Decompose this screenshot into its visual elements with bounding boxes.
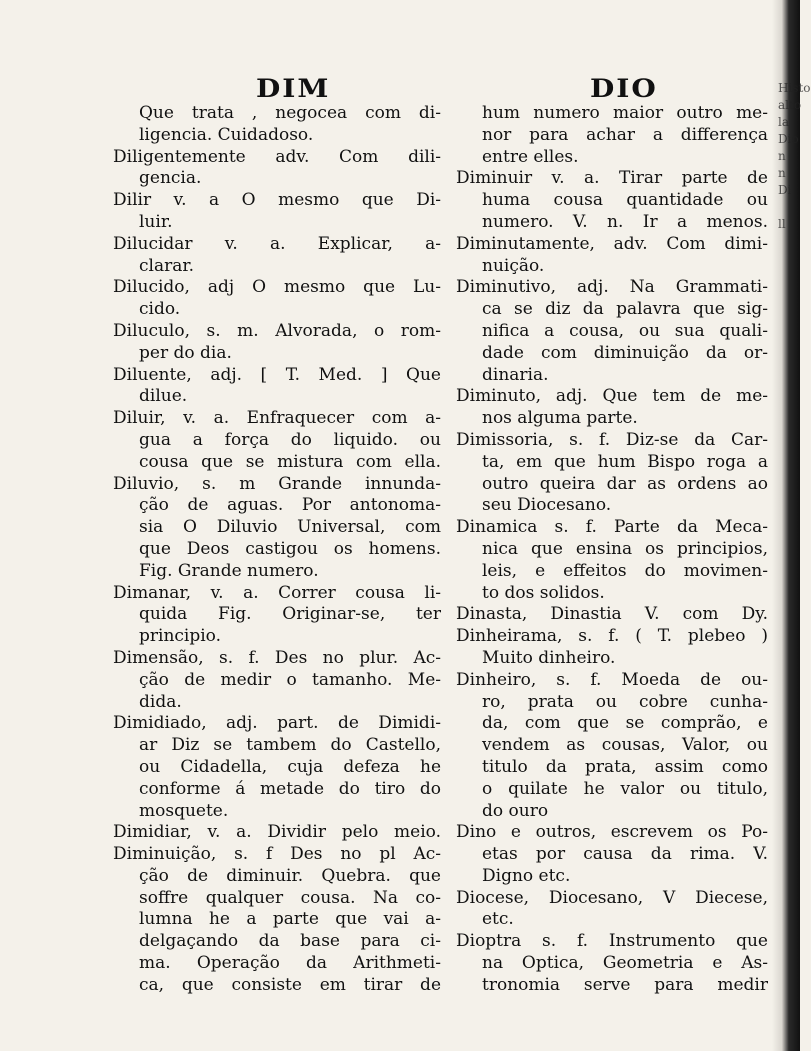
entry-line: dida. <box>139 691 182 712</box>
entry-line: ta, em que hum Bispo roga a <box>482 451 768 472</box>
entry-line: ca se diz da palavra que sig- <box>482 299 768 320</box>
edge-fragment: Dio <box>778 132 799 146</box>
entry-line: Diminuição, s. f Des no pl Ac- <box>113 844 441 865</box>
entry-line: Dimidiar, v. a. Dividir pelo meio. <box>113 822 441 843</box>
entry-line: ro, prata ou cobre cunha- <box>482 691 768 712</box>
entry-line: Diminutivo, adj. Na Grammati- <box>456 277 768 298</box>
entry-line: principio. <box>139 626 222 647</box>
entry-line: Diminuir v. a. Tirar parte de <box>456 168 768 189</box>
entry-line: Dilucido, adj O mesmo que Lu- <box>113 277 441 298</box>
entry-line: Que trata , negocea com di- <box>139 103 441 123</box>
entry-line: ligencia. Cuidadoso. <box>139 124 314 145</box>
right-column <box>456 103 768 997</box>
running-head-right: DIO <box>590 73 658 104</box>
entry-line: Dino e outros, escrevem os Po- <box>456 822 768 843</box>
entry-line: nifica a cousa, ou sua quali- <box>482 320 768 341</box>
entry-line: nica que ensina os principios, <box>482 538 768 559</box>
entry-line: etas por causa da rima. V. <box>482 844 768 865</box>
entry-line: Diocese, Diocesano, V Diecese, <box>456 887 768 908</box>
entry-line: mosquete. <box>139 800 229 821</box>
entry-line: ma. Operação da Arithmeti- <box>139 953 441 974</box>
entry-line: titulo da prata, assim como <box>482 756 768 777</box>
edge-fragment: Di <box>778 183 792 197</box>
edge-fragment: la <box>778 115 789 129</box>
left-column <box>113 103 441 997</box>
entry-line: luir. <box>139 211 173 232</box>
entry-line: Diligentemente adv. Com dili- <box>113 146 441 167</box>
entry-line: to dos solidos. <box>482 582 605 603</box>
entry-line: gencia. <box>139 168 202 189</box>
entry-line: seu Diocesano. <box>482 495 612 516</box>
entry-line: do ouro <box>482 800 549 821</box>
entry-line: dilue. <box>139 386 188 407</box>
entry-line: Dinamica s. f. Parte da Meca- <box>456 517 768 538</box>
entry-line: conforme á metade do tiro do <box>139 778 441 799</box>
entry-line: lumna he a parte que vai a- <box>139 909 441 930</box>
entry-line: na Optica, Geometria e As- <box>482 953 768 974</box>
entry-line: delgaçando da base para ci- <box>139 931 441 952</box>
running-head-left: DIM <box>256 73 331 104</box>
entry-line: Dioptra s. f. Instrumento que <box>456 931 768 952</box>
entry-line: cousa que se mistura com ella. <box>139 451 441 472</box>
entry-line: leis, e effeitos do movimen- <box>482 560 768 581</box>
edge-fragment: n <box>778 166 786 180</box>
entry-line: Dimissoria, s. f. Diz-se da Car- <box>456 429 768 450</box>
entry-line: Diminutamente, adv. Com dimi- <box>456 233 768 254</box>
entry-line: hum numero maior outro me- <box>482 103 768 123</box>
entry-line: dade com diminuição da or- <box>482 342 768 363</box>
entry-line: Digno etc. <box>482 865 571 886</box>
entry-line: da, com que se comprão, e <box>482 713 768 734</box>
entry-line: entre elles. <box>482 146 579 167</box>
edge-fragment: ll <box>778 217 786 231</box>
entry-line: Dinheiro, s. f. Moeda de ou- <box>456 669 768 690</box>
entry-line: per do dia. <box>139 342 232 363</box>
edge-fragment: Histo <box>778 81 811 95</box>
entry-line: clarar. <box>139 255 195 276</box>
entry-line: que Deos castigou os homens. <box>139 538 441 559</box>
entry-line: Dinheirama, s. f. ( T. plebeo ) <box>456 626 768 647</box>
entry-line: Diluir, v. a. Enfraquecer com a- <box>113 408 441 429</box>
entry-line: Dimensão, s. f. Des no plur. Ac- <box>113 647 441 668</box>
entry-line: nuição. <box>482 255 545 276</box>
entry-line: Fig. Grande numero. <box>139 560 319 581</box>
entry-line: Diminuto, adj. Que tem de me- <box>456 386 768 407</box>
entry-line: Diluculo, s. m. Alvorada, o rom- <box>113 320 441 341</box>
entry-line: Muito dinheiro. <box>482 647 616 668</box>
entry-line: ar Diz se tambem do Castello, <box>139 735 441 756</box>
entry-line: nor para achar a differença <box>482 124 768 145</box>
entry-line: Dimanar, v. a. Correr cousa li- <box>113 582 441 603</box>
entry-line: Dimidiado, adj. part. de Dimidi- <box>113 713 441 734</box>
entry-line: vendem as cousas, Valor, ou <box>482 735 768 756</box>
entry-line: numero. V. n. Ir a menos. <box>482 211 768 232</box>
edge-fragment <box>778 199 798 216</box>
entry-line: quida Fig. Originar-se, ter <box>139 604 441 625</box>
entry-line: cido. <box>139 299 181 320</box>
entry-line: Diluente, adj. [ T. Med. ] Que <box>113 364 441 385</box>
entry-line: gua a força do liquido. ou <box>139 429 441 450</box>
edge-fragment: n <box>778 149 786 163</box>
adjacent-page-fragment <box>778 80 811 233</box>
entry-line: Dilucidar v. a. Explicar, a- <box>113 233 441 254</box>
entry-line: ca, que consiste em tirar de <box>139 974 441 995</box>
entry-line: Diluvio, s. m Grande innunda- <box>113 473 441 494</box>
entry-line: tronomia serve para medir <box>482 974 768 995</box>
entry-line: ção de medir o tamanho. Me- <box>139 669 441 690</box>
entry-line: ou Cidadella, cuja defeza he <box>139 756 441 777</box>
entry-line: ção de aguas. Por antonoma- <box>139 495 441 516</box>
entry-line: soffre qualquer cousa. Na co- <box>139 887 441 908</box>
entry-line: outro queira dar as ordens ao <box>482 473 768 494</box>
entry-line: etc. <box>482 909 514 930</box>
entry-line: huma cousa quantidade ou <box>482 190 768 211</box>
entry-line: ção de diminuir. Quebra. que <box>139 865 441 886</box>
entry-line: dinaria. <box>482 364 549 385</box>
entry-line: o quilate he valor ou titulo, <box>482 778 768 799</box>
edge-fragment: alto <box>778 98 802 112</box>
entry-line: Dilir v. a O mesmo que Di- <box>113 190 441 211</box>
entry-line: Dinasta, Dinastia V. com Dy. <box>456 604 768 625</box>
entry-line: nos alguma parte. <box>482 408 638 429</box>
entry-line: sia O Diluvio Universal, com <box>139 517 441 538</box>
